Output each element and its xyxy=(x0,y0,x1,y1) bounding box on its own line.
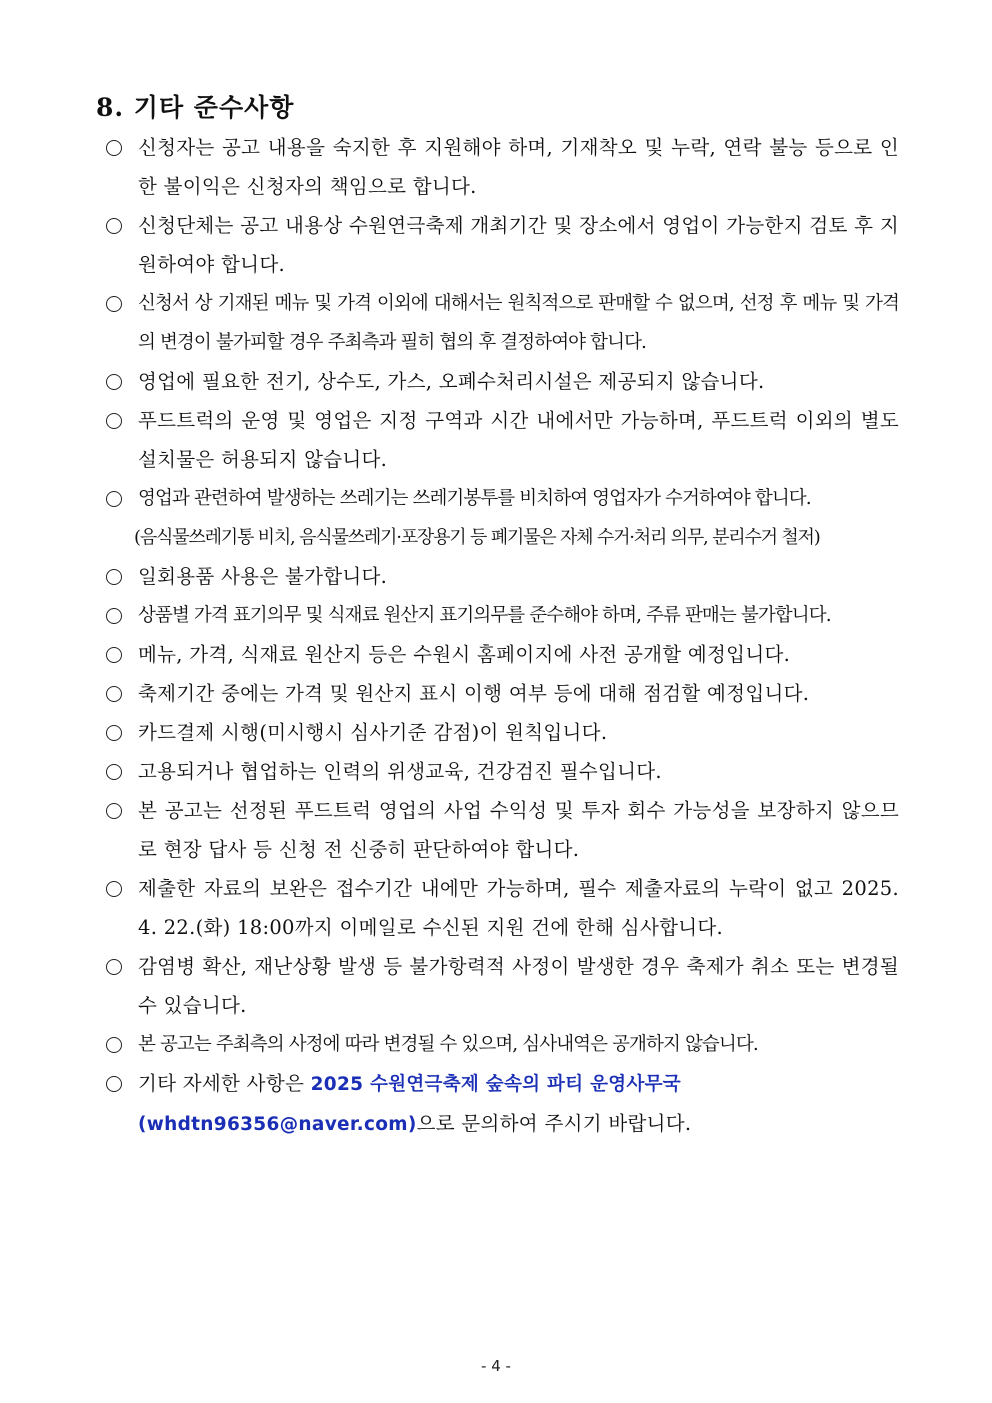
list-item xyxy=(104,752,899,791)
list-item-text: 제출한 자료의 보완은 접수기간 내에만 가능하며, 필수 제출자료의 누락이 없고 2025. 4. 22.(화) 18:00까지 이메일로 수신된 지원 건에 한해 심사합니다. xyxy=(138,877,899,939)
list-item-text: 신청자는 공고 내용을 숙지한 후 지원해야 하며, 기재착오 및 누락, 연락 불능 등으로 인한 불이익은 신청자의 책임으로 합니다. xyxy=(138,136,899,198)
contact-suffix: 으로 문의하여 주시기 바랍니다. xyxy=(416,1112,692,1135)
list-item xyxy=(104,635,899,674)
list-item xyxy=(104,362,899,401)
list-item-text: 메뉴, 가격, 식재료 원산지 등은 수원시 홈페이지에 사전 공개할 예정입니다. xyxy=(138,643,791,666)
list-item xyxy=(104,674,899,713)
list-item-text-wrapper xyxy=(134,479,899,557)
circle-bullet-icon xyxy=(104,206,138,245)
list-item-note: (음식물쓰레기통 비치, 음식물쓰레기·포장용기 등 폐기물은 자체 수거·처리 의무, 분리수거 철저) xyxy=(134,527,820,548)
list-item xyxy=(104,1025,899,1064)
list-item-text: 상품별 가격 표기의무 및 식재료 원산지 표기의무를 준수해야 하며, 주류 판매는 불가합니다. xyxy=(138,605,831,626)
section-title: 8. 기타 준수사항 xyxy=(96,93,295,122)
list-item xyxy=(104,557,899,596)
list-item-text: 영업에 필요한 전기, 상수도, 가스, 오폐수처리시설은 제공되지 않습니다. xyxy=(138,370,765,393)
circle-bullet-icon xyxy=(104,128,138,167)
circle-bullet-icon xyxy=(104,362,138,401)
circle-bullet-icon xyxy=(104,284,138,323)
list-item-text: 푸드트럭의 운영 및 영업은 지정 구역과 시간 내에서만 가능하며, 푸드트럭 이외의 별도 설치물은 허용되지 않습니다. xyxy=(138,409,899,471)
list-item xyxy=(104,206,899,284)
circle-bullet-icon xyxy=(104,1025,138,1064)
circle-bullet-icon xyxy=(104,557,138,596)
list-item xyxy=(104,401,899,479)
circle-bullet-icon xyxy=(104,791,138,830)
circle-bullet-icon xyxy=(104,752,138,791)
list-item-text: 카드결제 시행(미시행시 심사기준 감점)이 원칙입니다. xyxy=(138,721,608,744)
list-item xyxy=(104,869,899,947)
circle-bullet-icon xyxy=(104,869,138,908)
list-item xyxy=(104,791,899,869)
circle-bullet-icon xyxy=(104,674,138,713)
list-item xyxy=(104,284,899,362)
list-item-text: 본 공고는 선정된 푸드트럭 영업의 사업 수익성 및 투자 회수 가능성을 보장하지 않으므로 현장 답사 등 신청 전 신중히 판단하여야 합니다. xyxy=(138,799,899,861)
list-item xyxy=(104,713,899,752)
contact-prefix: 기타 자세한 사항은 xyxy=(138,1072,311,1095)
contact-organization: 2025 수원연극축제 숲속의 파티 운영사무국 xyxy=(310,1074,681,1095)
contact-item xyxy=(104,1064,899,1144)
list-item-text: 일회용품 사용은 불가합니다. xyxy=(138,565,388,588)
list-item-text: 본 공고는 주최측의 사정에 따라 변경될 수 있으며, 심사내역은 공개하지 않습니다. xyxy=(138,1034,758,1055)
list-item xyxy=(104,596,899,635)
list-item-text: 신청서 상 기재된 메뉴 및 가격 이외에 대해서는 원칙적으로 판매할 수 없으며, 선정 후 메뉴 및 가격의 변경이 불가피할 경우 주최측과 필히 협의 후 결정하여야 합니다. xyxy=(138,293,899,353)
circle-bullet-icon xyxy=(104,1064,138,1103)
list-item-text: 고용되거나 협업하는 인력의 위생교육, 건강검진 필수입니다. xyxy=(138,760,662,783)
compliance-list xyxy=(104,128,899,1144)
list-item xyxy=(104,479,899,557)
list-item-text: 축제기간 중에는 가격 및 원산지 표시 이행 여부 등에 대해 점검할 예정입니다. xyxy=(138,682,810,705)
list-item-text: 영업과 관련하여 발생하는 쓰레기는 쓰레기봉투를 비치하여 영업자가 수거하여야 합니다. xyxy=(138,488,811,509)
list-item-text: 신청단체는 공고 내용상 수원연극축제 개최기간 및 장소에서 영업이 가능한지 검토 후 지원하여야 합니다. xyxy=(138,214,899,276)
circle-bullet-icon xyxy=(104,947,138,986)
list-item xyxy=(104,947,899,1025)
circle-bullet-icon xyxy=(104,635,138,674)
list-item-text: 감염병 확산, 재난상황 발생 등 불가항력적 사정이 발생한 경우 축제가 취소 또는 변경될 수 있습니다. xyxy=(138,955,899,1017)
contact-text xyxy=(138,1064,899,1144)
circle-bullet-icon xyxy=(104,401,138,440)
page-number: - 4 - xyxy=(481,1357,511,1375)
contact-email[interactable]: (whdtn96356@naver.com) xyxy=(138,1114,417,1135)
circle-bullet-icon xyxy=(104,596,138,635)
list-item xyxy=(104,128,899,206)
circle-bullet-icon xyxy=(104,713,138,752)
circle-bullet-icon xyxy=(104,479,138,518)
